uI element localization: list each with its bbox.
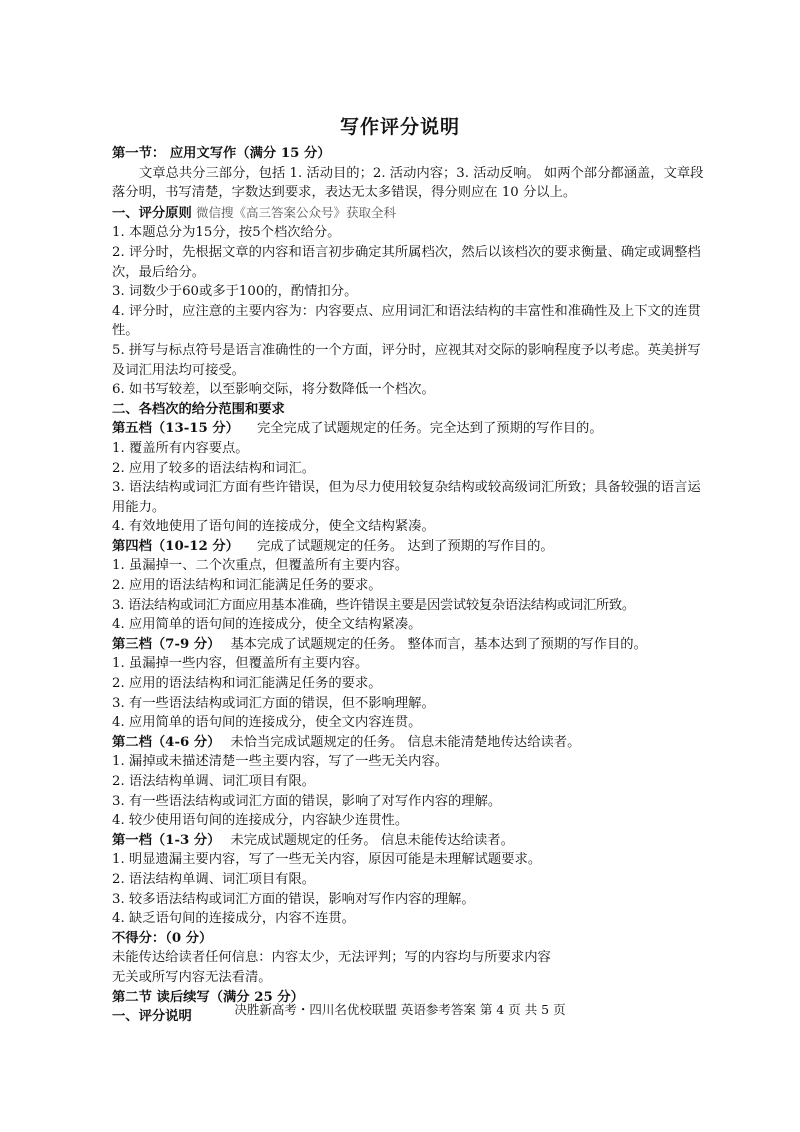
section1-intro: 文章总共分三部分，包括 1. 活动目的；2. 活动内容；3. 活动反响。 如两个部分都涵盖，文章段落分明，书写清楚，字数达到要求，表达无太多错误，得分则应在 10 分以上。 [112,165,704,201]
grade-desc: 未完成试题规定的任务。 信息未能传达给读者。 [230,832,514,848]
grade-header [112,831,712,851]
grade-item: 1. 覆盖所有内容要点。 [112,440,249,456]
grade-item: 4. 有效地使用了语句间的连接成分，使全文结构紧凑。 [112,519,435,535]
grade-item: 2. 应用的语法结构和词汇能满足任务的要求。 [112,578,382,594]
principle-item: 5. 拼写与标点符号是语言准确性的一个方面，评分时，应视其对交际的影响程度予以考虑。英美拼写及词汇用法均可接受。 [112,342,701,378]
document-body [112,144,712,1027]
zero-score-text: 无关或所写内容无法看清。 [112,969,272,985]
grade-item: 2. 语法结构单调、词汇项目有限。 [112,774,316,789]
grade-item: 3. 较多语法结构或词汇方面的错误，影响对写作内容的理解。 [112,891,475,907]
zero-score-text: 未能传达给读者任何信息：内容太少，无法评判；写的内容均与所要求内容 [112,950,551,966]
grade-item: 1. 虽漏掉一、二个次重点，但覆盖所有主要内容。 [112,558,409,574]
principles-heading-row [112,203,712,224]
grade-desc: 完全完成了试题规定的任务。完全达到了预期的写作目的。 [256,421,603,437]
grade-item: 3. 语法结构或词汇方面应用基本准确，些许错误主要是因尝试较复杂语法结构或词汇所致。 [112,597,635,613]
grade-item: 2. 应用了较多的语法结构和词汇。 [112,460,316,476]
grade-item: 3. 语法结构或词汇方面有些许错误，但为尽力使用较复杂结构或较高级词汇所致；具备较强的语言运用能力。 [112,480,701,515]
principles-heading: 一、评分原则 [112,205,192,221]
grade-item: 1. 漏掉或未描述清楚一些主要内容，写了一些无关内容。 [112,754,449,770]
grade-header [112,419,712,439]
grade-label: 第一档（1-3 分） [112,832,221,848]
page-title: 写作评分说明 [339,116,460,138]
section2-subheading: 一、评分说明 [112,1009,192,1025]
grade-item: 2. 语法结构单调、词汇项目有限。 [112,871,316,887]
watermark-text: 微信搜《高三答案公众号》获取全科 [196,204,397,220]
grade-item: 4. 缺乏语句间的连接成分，内容不连贯。 [112,911,355,927]
grade-item: 1. 虽漏掉一些内容，但覆盖所有主要内容。 [112,656,369,672]
grade-item: 2. 应用的语法结构和词汇能满足任务的要求。 [112,676,382,692]
grade-header [112,733,712,753]
principle-item: 6. 如书写较差，以至影响交际，将分数降低一个档次。 [112,382,435,398]
grade-label: 第四档（10-12 分） [112,538,239,554]
page-footer: 决胜新高考・四川名优校联盟 英语参考答案 第 4 页 共 5 页 [234,1002,566,1017]
grade-header [112,635,712,655]
grade-label: 第五档（13-15 分） [112,421,239,437]
grade-desc: 未恰当完成试题规定的任务。 信息未能清楚地传达给读者。 [230,734,581,750]
grade-desc: 完成了试题规定的任务。 达到了预期的写作目的。 [256,538,554,554]
grade-desc: 基本完成了试题规定的任务。 整体而言，基本达到了预期的写作目的。 [230,636,647,652]
section2-heading: 第二节 读后续写（满分 25 分） [112,989,304,1005]
principle-item: 3. 词数少于60或多于100的，酌情扣分。 [112,284,358,300]
ranges-heading: 二、各档次的给分范围和要求 [112,401,285,417]
principle-item: 1. 本题总分为15分，按5个档次给分。 [112,225,341,241]
grade-header [112,537,712,557]
grade-item: 3. 有一些语法结构或词汇方面的错误，但不影响理解。 [112,695,435,711]
section1-heading: 第一节： 应用文写作（满分 15 分） [112,146,331,161]
grade-label: 第三档（7-9 分） [112,636,221,652]
grade-item: 4. 较少使用语句间的连接成分，内容缺少连贯性。 [112,813,409,829]
principle-item: 2. 评分时，先根据文章的内容和语言初步确定其所属档次，然后以该档次的要求衡量、确定或调整档次，最后给分。 [112,244,701,280]
grade-item: 1. 明显遗漏主要内容，写了一些无关内容，原因可能是未理解试题要求。 [112,852,542,868]
grade-item: 4. 应用简单的语句间的连接成分，使全文结构紧凑。 [112,617,422,633]
zero-score-label: 不得分：（0 分） [112,930,213,946]
grade-item: 3. 有一些语法结构或词汇方面的错误，影响了对写作内容的理解。 [112,793,502,809]
grade-label: 第二档（4-6 分） [112,734,221,750]
grade-item: 4. 应用简单的语句间的连接成分，使全文内容连贯。 [112,715,422,731]
principle-item: 4. 评分时，应注意的主要内容为：内容要点、应用词汇和语法结构的丰富性和准确性及上下文的连贯性。 [112,303,701,339]
